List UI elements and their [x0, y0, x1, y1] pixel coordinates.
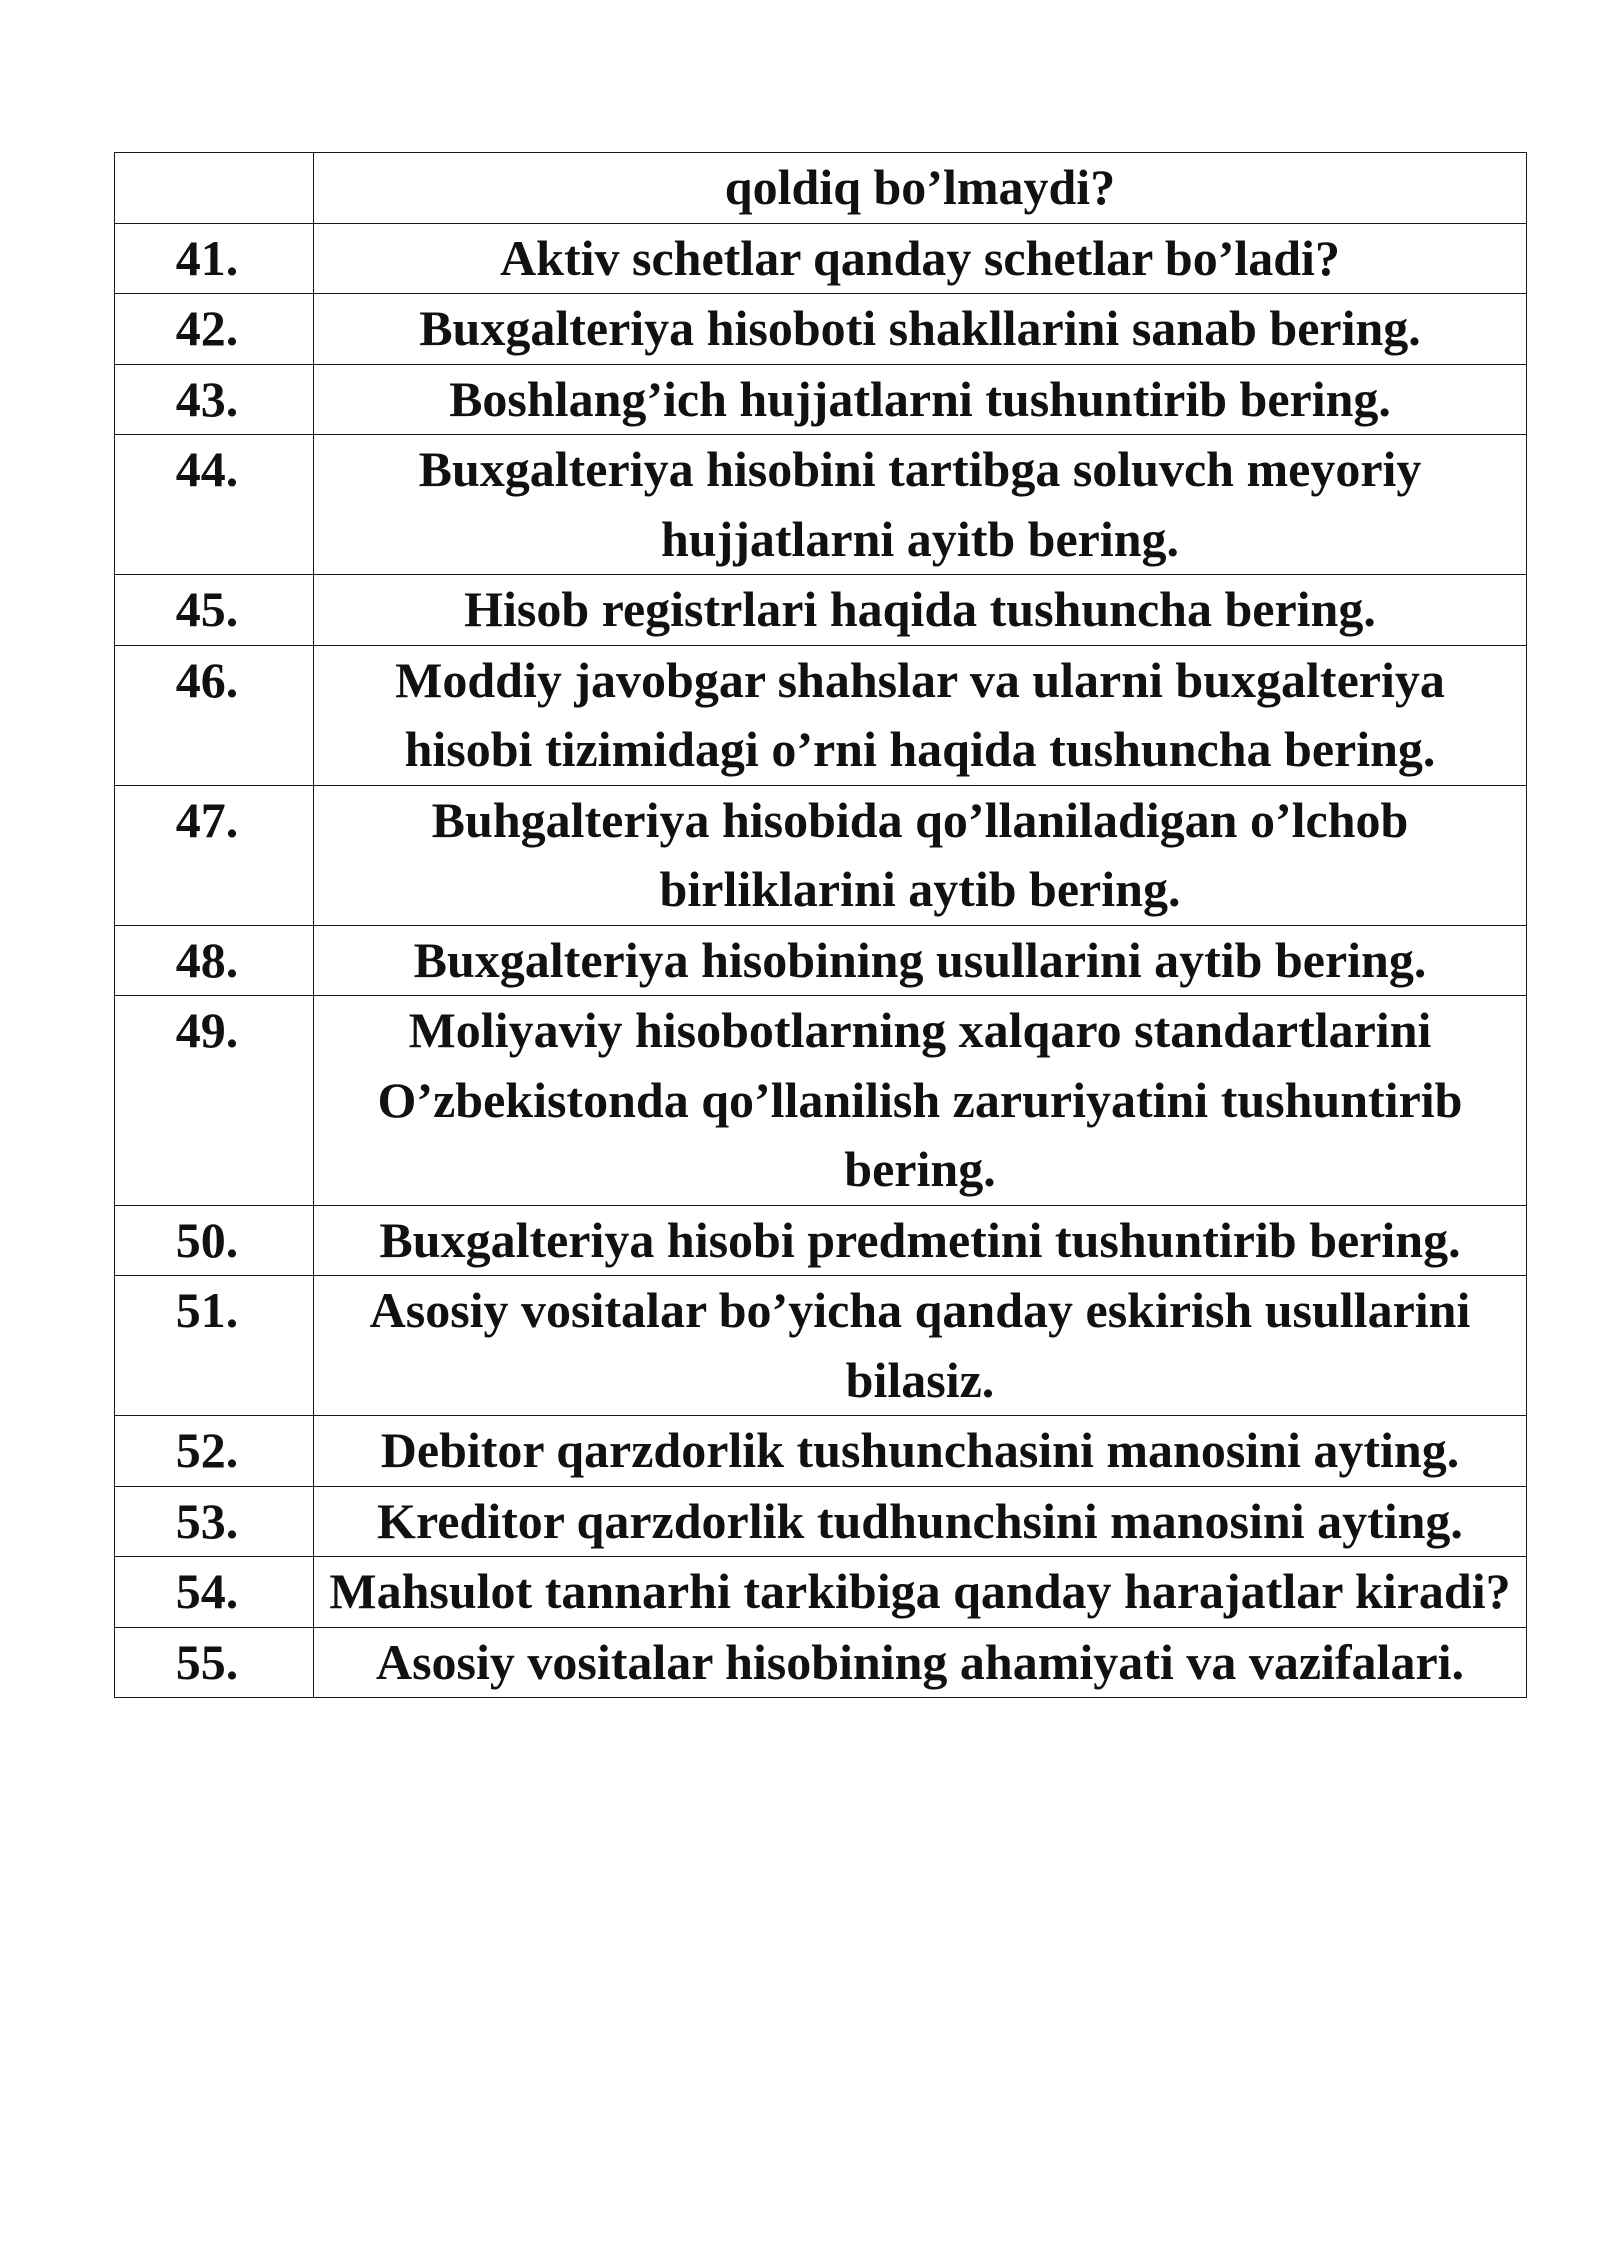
- row-number: 50.: [115, 1205, 314, 1276]
- row-number: 43.: [115, 364, 314, 435]
- table-row: [115, 996, 1527, 1206]
- table-row: [115, 1205, 1527, 1276]
- table-row: [115, 1416, 1527, 1487]
- table-row: [115, 1627, 1527, 1698]
- table-row: [115, 925, 1527, 996]
- question-text: Asosiy vositalar bo’yicha qanday eskirish usullarini bilasiz.: [314, 1276, 1527, 1416]
- row-number: [115, 153, 314, 224]
- row-number: 49.: [115, 996, 314, 1206]
- row-number: 41.: [115, 223, 314, 294]
- row-number: 42.: [115, 294, 314, 365]
- table-row: [115, 785, 1527, 925]
- question-text: Buxgalteriya hisobining usullarini aytib bering.: [314, 925, 1527, 996]
- row-number: 51.: [115, 1276, 314, 1416]
- table-row: [115, 223, 1527, 294]
- row-number: 48.: [115, 925, 314, 996]
- question-text: Moliyaviy hisobotlarning xalqaro standartlarini O’zbekistonda qo’llanilish zaruriyatini tushuntirib bering.: [314, 996, 1527, 1206]
- row-number: 54.: [115, 1557, 314, 1628]
- question-text: Buxgalteriya hisobi predmetini tushuntirib bering.: [314, 1205, 1527, 1276]
- question-text: Buxgalteriya hisoboti shakllarini sanab bering.: [314, 294, 1527, 365]
- table-row: [115, 364, 1527, 435]
- row-number: 46.: [115, 645, 314, 785]
- row-number: 52.: [115, 1416, 314, 1487]
- table-row: [115, 645, 1527, 785]
- row-number: 53.: [115, 1486, 314, 1557]
- table-row: [115, 1557, 1527, 1628]
- question-text: Asosiy vositalar hisobining ahamiyati va vazifalari.: [314, 1627, 1527, 1698]
- question-text: qoldiq bo’lmaydi?: [314, 153, 1527, 224]
- question-text: Aktiv schetlar qanday schetlar bo’ladi?: [314, 223, 1527, 294]
- row-number: 55.: [115, 1627, 314, 1698]
- question-text: Hisob registrlari haqida tushuncha bering.: [314, 575, 1527, 646]
- question-text: Moddiy javobgar shahslar va ularni buxgalteriya hisobi tizimidagi o’rni haqida tushuncha bering.: [314, 645, 1527, 785]
- table-row: [115, 575, 1527, 646]
- row-number: 44.: [115, 435, 314, 575]
- table-row: [115, 294, 1527, 365]
- table-row: [115, 435, 1527, 575]
- table-row: [115, 153, 1527, 224]
- table-row: [115, 1486, 1527, 1557]
- question-text: Buxgalteriya hisobini tartibga soluvch meyoriy hujjatlarni ayitb bering.: [314, 435, 1527, 575]
- row-number: 45.: [115, 575, 314, 646]
- question-text: Kreditor qarzdorlik tudhunchsini manosini ayting.: [314, 1486, 1527, 1557]
- question-text: Mahsulot tannarhi tarkibiga qanday harajatlar kiradi?: [314, 1557, 1527, 1628]
- question-text: Boshlang’ich hujjatlarni tushuntirib bering.: [314, 364, 1527, 435]
- row-number: 47.: [115, 785, 314, 925]
- question-text: Debitor qarzdorlik tushunchasini manosini ayting.: [314, 1416, 1527, 1487]
- table-row: [115, 1276, 1527, 1416]
- question-text: Buhgalteriya hisobida qo’llaniladigan o’lchob birliklarini aytib bering.: [314, 785, 1527, 925]
- questions-table: [114, 152, 1527, 1698]
